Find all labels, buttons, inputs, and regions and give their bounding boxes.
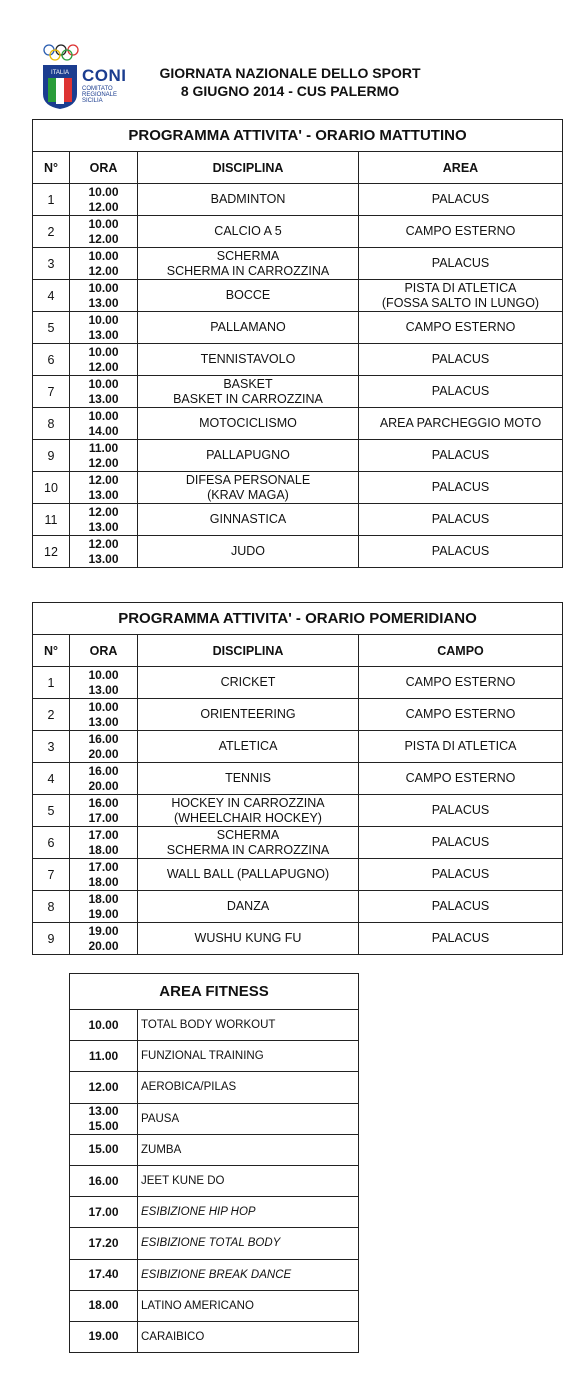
row-number: 8 (33, 891, 70, 923)
table-row (33, 891, 563, 923)
table-row (33, 795, 563, 827)
table-row (33, 184, 563, 216)
fitness-time-line-1: 18.00 (88, 1298, 119, 1313)
row-time (70, 376, 138, 408)
fitness-activity: LATINO AMERICANO (138, 1290, 359, 1321)
row-area-line-1: PALACUS (431, 544, 490, 558)
row-time-line-2: 12.00 (88, 359, 119, 374)
row-time (70, 859, 138, 891)
row-time-line-1: 10.00 (88, 408, 119, 423)
row-discipline (138, 376, 359, 408)
row-time-line-2: 13.00 (88, 327, 119, 342)
fitness-time-line-2: 15.00 (88, 1118, 119, 1133)
row-time-line-1: 18.00 (88, 891, 119, 906)
row-area-line-1: CAMPO ESTERNO (405, 707, 516, 721)
row-discipline-line-1: BASKET (223, 376, 273, 391)
row-number: 1 (33, 184, 70, 216)
row-discipline-line-1: SCHERMA (216, 248, 280, 263)
table-row (33, 731, 563, 763)
row-number: 9 (33, 440, 70, 472)
fitness-activity: CARAIBICO (138, 1321, 359, 1352)
row-time-line-2: 13.00 (88, 487, 119, 502)
table-row (33, 216, 563, 248)
row-time-line-2: 18.00 (88, 842, 119, 857)
row-discipline (138, 536, 359, 568)
row-discipline-line-1: DANZA (226, 899, 270, 913)
row-time (70, 731, 138, 763)
table-row (70, 1259, 359, 1290)
table-row (70, 1134, 359, 1165)
page-title (140, 64, 440, 100)
row-discipline (138, 923, 359, 955)
row-area-line-1: PALACUS (431, 899, 490, 913)
row-time-line-1: 17.00 (88, 859, 119, 874)
row-area-line-1: CAMPO ESTERNO (405, 224, 516, 238)
row-area (359, 699, 563, 731)
row-discipline (138, 440, 359, 472)
row-time-line-1: 16.00 (88, 731, 119, 746)
row-time (70, 280, 138, 312)
table-row (33, 827, 563, 859)
row-time (70, 344, 138, 376)
row-area-line-1: PALACUS (431, 480, 490, 494)
row-area-line-1: PALACUS (431, 256, 490, 270)
table-row (33, 536, 563, 568)
row-time (70, 504, 138, 536)
col-header-disciplina: DISCIPLINA (138, 635, 359, 667)
table-row (70, 1010, 359, 1041)
table-row (33, 472, 563, 504)
row-discipline (138, 280, 359, 312)
row-time (70, 408, 138, 440)
row-time-line-1: 10.00 (88, 667, 119, 682)
row-number: 3 (33, 248, 70, 280)
row-time-line-1: 12.00 (88, 504, 119, 519)
row-discipline (138, 408, 359, 440)
row-time-line-1: 10.00 (88, 216, 119, 231)
fitness-time-line-1: 10.00 (88, 1017, 119, 1032)
row-discipline-line-1: JUDO (230, 544, 266, 558)
row-time-line-1: 10.00 (88, 248, 119, 263)
row-number: 2 (33, 699, 70, 731)
row-time-line-1: 12.00 (88, 536, 119, 551)
row-time-line-2: 12.00 (88, 231, 119, 246)
row-time (70, 536, 138, 568)
row-area (359, 923, 563, 955)
row-time-line-1: 10.00 (88, 699, 119, 714)
row-time (70, 891, 138, 923)
row-time (70, 699, 138, 731)
row-area (359, 408, 563, 440)
fitness-time-line-1: 11.00 (88, 1048, 119, 1063)
row-area (359, 504, 563, 536)
row-discipline (138, 312, 359, 344)
table-row (33, 408, 563, 440)
row-discipline-line-1: WALL BALL (PALLAPUGNO) (166, 867, 330, 881)
fitness-time-line-1: 16.00 (88, 1173, 119, 1188)
row-discipline (138, 248, 359, 280)
row-discipline (138, 763, 359, 795)
row-number: 3 (33, 731, 70, 763)
row-time-line-1: 16.00 (88, 763, 119, 778)
row-area (359, 248, 563, 280)
fitness-time (70, 1259, 138, 1290)
row-area (359, 667, 563, 699)
row-area (359, 376, 563, 408)
row-number: 1 (33, 667, 70, 699)
row-discipline (138, 344, 359, 376)
row-area-line-1: PALACUS (431, 803, 490, 817)
fitness-time (70, 1103, 138, 1134)
row-discipline-line-2: (KRAV MAGA) (207, 487, 289, 502)
row-discipline (138, 472, 359, 504)
row-time-line-2: 13.00 (88, 682, 119, 697)
row-time (70, 795, 138, 827)
row-area (359, 795, 563, 827)
row-number: 4 (33, 763, 70, 795)
row-area-line-1: PALACUS (431, 512, 490, 526)
table-row (33, 280, 563, 312)
row-time-line-2: 14.00 (88, 423, 119, 438)
fitness-time-line-1: 17.20 (88, 1235, 119, 1250)
row-area (359, 344, 563, 376)
row-area-line-1: PISTA DI ATLETICA (404, 280, 517, 295)
row-discipline-line-1: TENNIS (225, 771, 271, 785)
table-row (70, 1228, 359, 1259)
row-discipline-line-1: ORIENTEERING (200, 707, 296, 721)
row-discipline-line-1: GINNASTICA (209, 512, 287, 526)
row-discipline (138, 827, 359, 859)
table-row (70, 1290, 359, 1321)
fitness-activity: TOTAL BODY WORKOUT (138, 1010, 359, 1041)
fitness-time (70, 1290, 138, 1321)
row-discipline (138, 795, 359, 827)
row-time (70, 248, 138, 280)
row-discipline-line-1: WUSHU KUNG FU (194, 931, 302, 945)
row-discipline (138, 667, 359, 699)
table-row (33, 504, 563, 536)
row-area-line-1: PALACUS (431, 352, 490, 366)
fitness-time-line-1: 15.00 (88, 1142, 119, 1157)
row-area-line-1: PALACUS (431, 448, 490, 462)
olympic-rings-icon (42, 44, 80, 62)
fitness-time-line-1: 12.00 (88, 1079, 119, 1094)
row-discipline-line-2: (WHEELCHAIR HOCKEY) (174, 810, 322, 825)
col-header-n: N° (33, 635, 70, 667)
fitness-time-line-1: 13.00 (88, 1103, 119, 1118)
row-area-line-1: CAMPO ESTERNO (405, 771, 516, 785)
row-number: 11 (33, 504, 70, 536)
row-area (359, 472, 563, 504)
row-discipline-line-1: CRICKET (220, 675, 276, 689)
row-time (70, 440, 138, 472)
row-number: 12 (33, 536, 70, 568)
row-time-line-2: 12.00 (88, 263, 119, 278)
row-time-line-2: 13.00 (88, 519, 119, 534)
logo-text: CONI (82, 66, 127, 85)
row-number: 6 (33, 344, 70, 376)
col-header-n: N° (33, 152, 70, 184)
row-discipline-line-1: TENNISTAVOLO (200, 352, 296, 366)
row-time-line-1: 11.00 (88, 440, 119, 455)
row-time-line-2: 19.00 (88, 906, 119, 921)
row-number: 8 (33, 408, 70, 440)
row-area-line-1: PALACUS (431, 192, 490, 206)
fitness-time-line-1: 19.00 (88, 1329, 119, 1344)
row-time-line-1: 17.00 (88, 827, 119, 842)
row-discipline-line-1: BADMINTON (210, 192, 286, 206)
row-time-line-1: 10.00 (88, 280, 119, 295)
fitness-table-title: AREA FITNESS (70, 974, 359, 1010)
title-line-2: 8 GIUGNO 2014 - CUS PALERMO (180, 83, 400, 99)
title-line-1: GIORNATA NAZIONALE DELLO SPORT (159, 65, 421, 81)
fitness-time (70, 1134, 138, 1165)
fitness-time (70, 1041, 138, 1072)
fitness-activity: ESIBIZIONE HIP HOP (138, 1197, 359, 1228)
morning-table-title: PROGRAMMA ATTIVITA' - ORARIO MATTUTINO (33, 120, 563, 152)
row-number: 5 (33, 795, 70, 827)
row-time-line-1: 10.00 (88, 344, 119, 359)
row-time-line-1: 10.00 (88, 312, 119, 327)
afternoon-table-title: PROGRAMMA ATTIVITA' - ORARIO POMERIDIANO (33, 603, 563, 635)
row-time (70, 923, 138, 955)
coni-logo (40, 44, 132, 110)
row-area (359, 827, 563, 859)
row-number: 7 (33, 859, 70, 891)
row-discipline-line-1: DIFESA PERSONALE (185, 472, 311, 487)
row-time-line-2: 20.00 (88, 778, 119, 793)
row-time (70, 312, 138, 344)
row-discipline-line-1: BOCCE (225, 288, 271, 302)
row-number: 7 (33, 376, 70, 408)
row-area-line-2: (FOSSA SALTO IN LUNGO) (381, 295, 540, 310)
table-row (33, 859, 563, 891)
row-number: 5 (33, 312, 70, 344)
table-row (33, 344, 563, 376)
table-row (33, 667, 563, 699)
morning-schedule-table (32, 119, 563, 568)
fitness-activity: ESIBIZIONE TOTAL BODY (138, 1228, 359, 1259)
row-area (359, 440, 563, 472)
fitness-time-line-1: 17.40 (88, 1267, 119, 1282)
fitness-activity: PAUSA (138, 1103, 359, 1134)
row-discipline-line-1: SCHERMA (216, 827, 280, 842)
logo-flag-text: ITALIA (51, 70, 69, 76)
fitness-time (70, 1072, 138, 1103)
row-number: 6 (33, 827, 70, 859)
fitness-time (70, 1010, 138, 1041)
row-area (359, 216, 563, 248)
row-discipline-line-1: PALLAPUGNO (206, 448, 290, 462)
table-row (33, 763, 563, 795)
table-row (70, 1197, 359, 1228)
row-number: 4 (33, 280, 70, 312)
table-row (33, 923, 563, 955)
row-discipline (138, 184, 359, 216)
col-header-ora: ORA (70, 152, 138, 184)
afternoon-schedule-table (32, 602, 563, 955)
row-time (70, 667, 138, 699)
row-time-line-2: 13.00 (88, 551, 119, 566)
row-discipline-line-1: HOCKEY IN CARROZZINA (171, 795, 325, 810)
logo-subtext: COMITATO REGIONALE SICILIA (82, 86, 118, 104)
row-area-line-1: PALACUS (431, 931, 490, 945)
table-row (70, 1165, 359, 1196)
row-area (359, 763, 563, 795)
row-time (70, 472, 138, 504)
row-time (70, 216, 138, 248)
table-row (33, 699, 563, 731)
italia-shield-icon (42, 64, 78, 110)
row-area (359, 184, 563, 216)
row-time-line-2: 13.00 (88, 391, 119, 406)
fitness-time (70, 1197, 138, 1228)
row-area-line-1: CAMPO ESTERNO (405, 675, 516, 689)
row-area-line-1: PALACUS (431, 835, 490, 849)
row-number: 10 (33, 472, 70, 504)
row-time-line-2: 12.00 (88, 199, 119, 214)
row-area-line-1: CAMPO ESTERNO (405, 320, 516, 334)
fitness-time (70, 1165, 138, 1196)
row-area-line-1: PISTA DI ATLETICA (404, 739, 517, 753)
row-discipline (138, 731, 359, 763)
col-header-area: AREA (359, 152, 563, 184)
fitness-activity: ESIBIZIONE BREAK DANCE (138, 1259, 359, 1290)
row-area-line-1: PALACUS (431, 384, 490, 398)
row-time (70, 763, 138, 795)
fitness-activity: JEET KUNE DO (138, 1165, 359, 1196)
fitness-activity: ZUMBA (138, 1134, 359, 1165)
row-time-line-2: 18.00 (88, 874, 119, 889)
fitness-schedule-table (69, 973, 359, 1353)
row-discipline (138, 699, 359, 731)
row-time-line-2: 13.00 (88, 295, 119, 310)
row-discipline-line-1: CALCIO A 5 (214, 224, 282, 238)
fitness-time (70, 1321, 138, 1352)
row-discipline (138, 859, 359, 891)
page-header (0, 40, 581, 110)
row-time-line-1: 19.00 (88, 923, 119, 938)
row-discipline-line-2: SCHERMA IN CARROZZINA (166, 842, 330, 857)
row-time (70, 827, 138, 859)
row-time-line-1: 16.00 (88, 795, 119, 810)
table-row (33, 376, 563, 408)
row-discipline-line-2: BASKET IN CARROZZINA (173, 391, 323, 406)
table-row (33, 248, 563, 280)
col-header-disciplina: DISCIPLINA (138, 152, 359, 184)
row-discipline (138, 216, 359, 248)
row-discipline (138, 891, 359, 923)
row-area (359, 280, 563, 312)
fitness-activity: FUNZIONAL TRAINING (138, 1041, 359, 1072)
row-area (359, 536, 563, 568)
row-area-line-1: PALACUS (431, 867, 490, 881)
table-row (33, 440, 563, 472)
row-number: 9 (33, 923, 70, 955)
row-discipline-line-1: PALLAMANO (210, 320, 286, 334)
table-row (70, 1072, 359, 1103)
row-time-line-2: 20.00 (88, 746, 119, 761)
row-number: 2 (33, 216, 70, 248)
row-time-line-2: 13.00 (88, 714, 119, 729)
col-header-campo: CAMPO (359, 635, 563, 667)
fitness-time-line-1: 17.00 (88, 1204, 119, 1219)
row-area (359, 312, 563, 344)
row-discipline-line-1: ATLETICA (218, 739, 278, 753)
row-area (359, 731, 563, 763)
row-discipline (138, 504, 359, 536)
row-time-line-1: 12.00 (88, 472, 119, 487)
row-area (359, 859, 563, 891)
row-area (359, 891, 563, 923)
row-time (70, 184, 138, 216)
fitness-time (70, 1228, 138, 1259)
table-row (33, 312, 563, 344)
fitness-activity: AEROBICA/PILAS (138, 1072, 359, 1103)
row-time-line-2: 20.00 (88, 938, 119, 953)
col-header-ora: ORA (70, 635, 138, 667)
table-row (70, 1041, 359, 1072)
table-row (70, 1321, 359, 1352)
row-discipline-line-2: SCHERMA IN CARROZZINA (166, 263, 330, 278)
row-time-line-1: 10.00 (88, 184, 119, 199)
row-time-line-1: 10.00 (88, 376, 119, 391)
row-discipline-line-1: MOTOCICLISMO (199, 416, 297, 430)
row-time-line-2: 17.00 (88, 810, 119, 825)
row-time-line-2: 12.00 (88, 455, 119, 470)
table-row (70, 1103, 359, 1134)
row-area-line-1: AREA PARCHEGGIO MOTO (379, 416, 542, 430)
